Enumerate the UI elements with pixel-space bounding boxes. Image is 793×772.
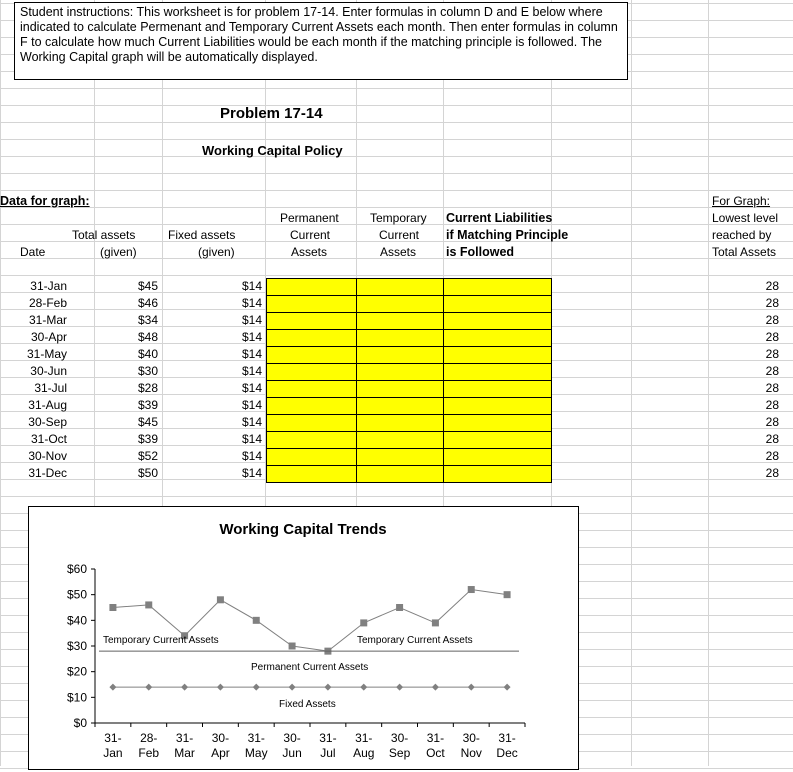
cell-permanent-input[interactable] xyxy=(266,380,357,398)
cell-temporary-input[interactable] xyxy=(356,312,444,330)
header-total-assets-lowest: Total Assets xyxy=(712,245,777,259)
x-tick-label: 31- xyxy=(355,731,373,745)
point-total-assets xyxy=(396,604,403,611)
y-tick-label: $0 xyxy=(73,716,87,730)
y-tick-label: $20 xyxy=(66,664,87,679)
cell-date[interactable]: 30-Jun xyxy=(30,364,67,378)
header-fixed-assets-given: (given) xyxy=(198,245,235,259)
cell-date[interactable]: 31-May xyxy=(26,347,67,361)
cell-temporary-input[interactable] xyxy=(356,295,444,313)
cell-liabilities-input[interactable] xyxy=(443,295,552,313)
cell-permanent-input[interactable] xyxy=(266,295,357,313)
cell-lowest-level[interactable]: 28 xyxy=(765,330,779,344)
cell-total-assets[interactable]: $45 xyxy=(137,415,158,429)
header-permanent-current: Current xyxy=(290,228,331,242)
cell-date[interactable]: 31-Oct xyxy=(30,432,67,446)
data-for-graph-label: Data for graph: xyxy=(0,194,90,208)
x-tick-label: 31- xyxy=(498,731,516,745)
point-fixed-assets xyxy=(289,684,296,691)
header-for-graph: For Graph: xyxy=(712,194,771,208)
point-fixed-assets xyxy=(109,684,116,691)
x-tick-label: 30- xyxy=(211,731,230,745)
problem-title: Problem 17-14 xyxy=(220,105,323,122)
point-total-assets xyxy=(504,591,511,598)
header-is-followed: is Followed xyxy=(446,245,515,259)
annotation-permanent: Permanent Current Assets xyxy=(251,662,369,673)
annotation-temporary-right: Temporary Current Assets xyxy=(357,635,473,646)
cell-date[interactable]: 31-Jan xyxy=(30,279,67,293)
x-tick-label: Feb xyxy=(138,746,160,760)
point-total-assets xyxy=(432,619,439,626)
cell-liabilities-input[interactable] xyxy=(443,448,552,466)
point-total-assets xyxy=(109,604,116,611)
cell-date[interactable]: 31-Dec xyxy=(28,466,67,480)
header-current-liabilities: Current Liabilities xyxy=(446,211,553,225)
header-total-assets: Total assets xyxy=(72,228,136,242)
cell-total-assets[interactable]: $39 xyxy=(137,398,158,412)
y-ticks xyxy=(67,562,95,730)
grid-col-line xyxy=(631,0,632,766)
cell-lowest-level[interactable]: 28 xyxy=(765,347,779,361)
cell-liabilities-input[interactable] xyxy=(443,465,552,483)
header-matching-principle: if Matching Principle xyxy=(446,228,569,242)
x-tick-label: Dec xyxy=(496,746,518,760)
x-tick-label: Aug xyxy=(353,746,375,760)
point-fixed-assets xyxy=(217,684,224,691)
point-total-assets xyxy=(253,617,260,624)
point-total-assets xyxy=(289,643,296,650)
cell-permanent-input[interactable] xyxy=(266,346,357,364)
cell-permanent-input[interactable] xyxy=(266,329,357,347)
cell-fixed-assets[interactable]: $14 xyxy=(241,279,262,293)
cell-date[interactable]: 28-Feb xyxy=(28,296,67,310)
cell-fixed-assets[interactable]: $14 xyxy=(241,466,262,480)
cell-temporary-input[interactable] xyxy=(356,414,444,432)
x-tick-label: 31- xyxy=(426,731,445,745)
point-total-assets xyxy=(145,601,152,608)
point-fixed-assets xyxy=(253,684,260,691)
cell-fixed-assets[interactable]: $14 xyxy=(241,398,262,412)
chart-title: Working Capital Trends xyxy=(219,521,387,538)
instructions-text: Student instructions: This worksheet is for problem 17-14. Enter formulas in column D and E below where indicated to calculate Permenant and Temporary Current Assets each month. Then enter formulas in column F to calculate how much Current Liabilities would be each month if the matching principle is followed. The Working Capital graph will be automatically displayed. xyxy=(20,5,618,64)
point-fixed-assets xyxy=(432,684,439,691)
header-temporary: Temporary xyxy=(370,211,427,225)
x-tick-label: Apr xyxy=(211,746,230,760)
y-tick-label: $10 xyxy=(66,690,87,705)
x-tick-label: May xyxy=(244,746,268,760)
point-total-assets xyxy=(217,596,224,603)
cell-lowest-level[interactable]: 28 xyxy=(765,364,779,378)
cell-temporary-input[interactable] xyxy=(356,397,444,415)
point-fixed-assets xyxy=(504,684,511,691)
y-tick-label: $60 xyxy=(66,562,87,576)
x-tick-label: Nov xyxy=(460,746,482,760)
header-permanent: Permanent xyxy=(280,211,339,225)
cell-fixed-assets[interactable]: $14 xyxy=(241,381,262,395)
header-lowest-level: Lowest level xyxy=(712,211,779,225)
x-tick-label: 28- xyxy=(140,731,158,745)
cell-fixed-assets[interactable]: $14 xyxy=(241,296,262,310)
cell-lowest-level[interactable]: 28 xyxy=(765,313,779,327)
cell-total-assets[interactable]: $48 xyxy=(137,330,158,344)
annotation-fixed: Fixed Assets xyxy=(279,699,336,710)
header-fixed-assets: Fixed assets xyxy=(168,228,236,242)
chart-svg xyxy=(29,507,578,769)
x-tick-label: 31- xyxy=(319,731,337,745)
x-tick-label: 30- xyxy=(390,731,409,745)
cell-lowest-level[interactable]: 28 xyxy=(765,381,779,395)
cell-temporary-input[interactable] xyxy=(356,329,444,347)
cell-liabilities-input[interactable] xyxy=(443,414,552,432)
cell-lowest-level[interactable]: 28 xyxy=(765,398,779,412)
point-fixed-assets xyxy=(396,684,403,691)
cell-permanent-input[interactable] xyxy=(266,465,357,483)
cell-liabilities-input[interactable] xyxy=(443,431,552,449)
cell-fixed-assets[interactable]: $14 xyxy=(241,432,262,446)
x-tick-label: Oct xyxy=(426,746,445,760)
cell-total-assets[interactable]: $30 xyxy=(137,364,158,378)
cell-date[interactable]: 31-Mar xyxy=(28,313,67,327)
y-tick-label: $50 xyxy=(66,587,87,602)
working-capital-chart[interactable] xyxy=(28,506,579,770)
cell-liabilities-input[interactable] xyxy=(443,380,552,398)
point-fixed-assets xyxy=(324,684,331,691)
cell-temporary-input[interactable] xyxy=(356,346,444,364)
x-tick-label: 31- xyxy=(247,731,265,745)
x-tick-label: Jun xyxy=(282,746,302,760)
cell-liabilities-input[interactable] xyxy=(443,363,552,381)
x-tick-label: Mar xyxy=(174,746,195,760)
x-tick-label: 30- xyxy=(283,731,301,745)
cell-liabilities-input[interactable] xyxy=(443,312,552,330)
cell-date[interactable]: 30-Nov xyxy=(28,449,67,463)
cell-lowest-level[interactable]: 28 xyxy=(765,432,779,446)
cell-fixed-assets[interactable]: $14 xyxy=(241,330,262,344)
header-date: Date xyxy=(20,245,46,259)
cell-total-assets[interactable]: $40 xyxy=(137,347,158,361)
cell-date[interactable]: 30-Apr xyxy=(30,330,67,344)
y-tick-label: $30 xyxy=(66,639,87,653)
cell-liabilities-input[interactable] xyxy=(443,278,552,296)
cell-permanent-input[interactable] xyxy=(266,312,357,330)
cell-total-assets[interactable]: $39 xyxy=(137,432,158,446)
header-reached-by: reached by xyxy=(712,228,772,242)
x-tick-label: Jan xyxy=(103,746,123,760)
cell-date[interactable]: 30-Sep xyxy=(28,415,67,429)
cell-lowest-level[interactable]: 28 xyxy=(765,279,779,293)
x-tick-label: Jul xyxy=(320,746,336,760)
policy-title: Working Capital Policy xyxy=(202,143,343,158)
cell-fixed-assets[interactable]: $14 xyxy=(241,313,262,327)
cell-date[interactable]: 31-Jul xyxy=(34,381,67,395)
x-tick-label: 30- xyxy=(462,731,480,745)
x-tick-label: Sep xyxy=(388,746,411,760)
cell-permanent-input[interactable] xyxy=(266,397,357,415)
cell-permanent-input[interactable] xyxy=(266,414,357,432)
header-permanent-assets: Assets xyxy=(291,245,328,259)
header-temporary-assets: Assets xyxy=(380,245,417,259)
cell-permanent-input[interactable] xyxy=(266,448,357,466)
cell-liabilities-input[interactable] xyxy=(443,397,552,415)
cell-lowest-level[interactable]: 28 xyxy=(765,415,779,429)
x-tick-label: 31- xyxy=(104,731,122,745)
cell-lowest-level[interactable]: 28 xyxy=(765,466,779,480)
header-temporary-current: Current xyxy=(379,228,420,242)
point-fixed-assets xyxy=(360,684,367,691)
cell-total-assets[interactable]: $46 xyxy=(137,296,158,310)
cell-lowest-level[interactable]: 28 xyxy=(765,449,779,463)
cell-liabilities-input[interactable] xyxy=(443,329,552,347)
instructions-textbox[interactable] xyxy=(14,2,628,80)
cell-fixed-assets[interactable]: $14 xyxy=(241,449,262,463)
cell-total-assets[interactable]: $50 xyxy=(137,466,158,480)
point-fixed-assets xyxy=(468,684,475,691)
cell-date[interactable]: 31-Aug xyxy=(28,398,67,412)
cell-temporary-input[interactable] xyxy=(356,448,444,466)
cell-temporary-input[interactable] xyxy=(356,363,444,381)
cell-permanent-input[interactable] xyxy=(266,431,357,449)
point-total-assets xyxy=(360,619,367,626)
cell-fixed-assets[interactable]: $14 xyxy=(241,347,262,361)
y-tick-label: $40 xyxy=(66,613,87,628)
point-fixed-assets xyxy=(145,684,152,691)
cell-total-assets[interactable]: $52 xyxy=(137,449,158,463)
header-total-assets-given: (given) xyxy=(100,245,137,259)
annotation-temporary-left: Temporary Current Assets xyxy=(103,635,219,646)
point-fixed-assets xyxy=(181,684,188,691)
cell-temporary-input[interactable] xyxy=(356,431,444,449)
point-total-assets xyxy=(468,586,475,593)
cell-permanent-input[interactable] xyxy=(266,363,357,381)
cell-total-assets[interactable]: $28 xyxy=(137,381,158,395)
cell-temporary-input[interactable] xyxy=(356,465,444,483)
x-ticks xyxy=(95,723,525,760)
cell-total-assets[interactable]: $34 xyxy=(137,313,158,327)
cell-total-assets[interactable]: $45 xyxy=(137,279,158,293)
cell-fixed-assets[interactable]: $14 xyxy=(241,364,262,378)
x-tick-label: 31- xyxy=(175,731,194,745)
cell-temporary-input[interactable] xyxy=(356,380,444,398)
cell-temporary-input[interactable] xyxy=(356,278,444,296)
cell-liabilities-input[interactable] xyxy=(443,346,552,364)
cell-permanent-input[interactable] xyxy=(266,278,357,296)
cell-lowest-level[interactable]: 28 xyxy=(765,296,779,310)
cell-fixed-assets[interactable]: $14 xyxy=(241,415,262,429)
